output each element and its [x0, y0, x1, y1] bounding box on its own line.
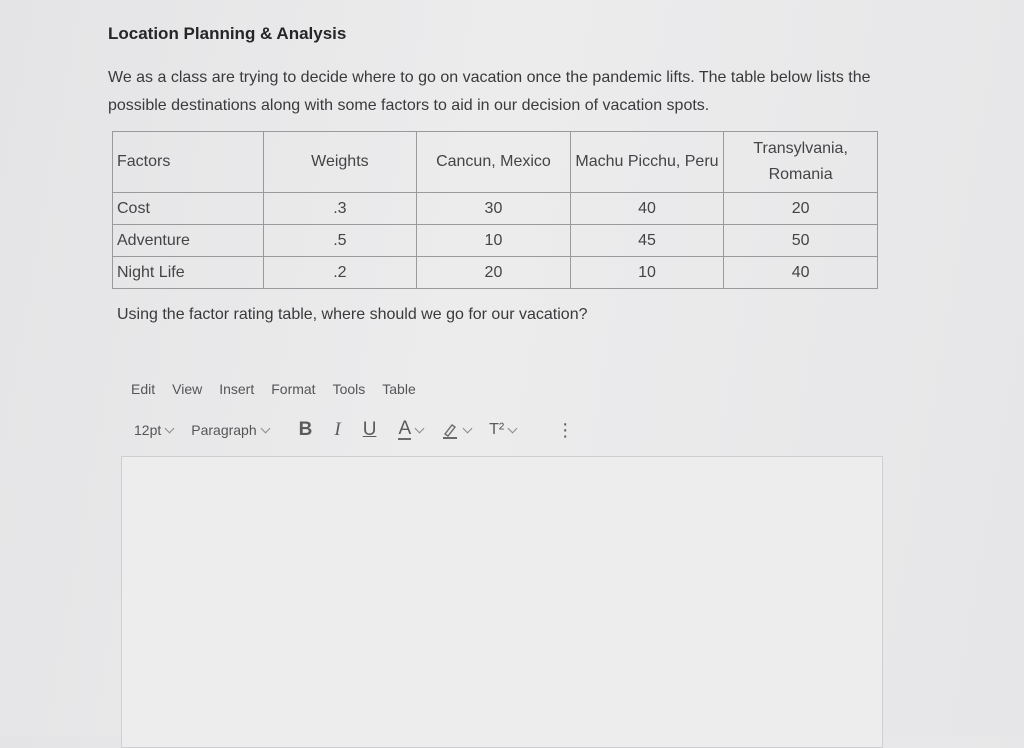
table-row [113, 257, 878, 289]
factor-rating-table [112, 131, 878, 289]
header-weights: Weights [263, 132, 417, 193]
table-cell: Night Life [113, 257, 264, 289]
menu-edit[interactable]: Edit [131, 381, 156, 397]
chevron-down-icon [415, 423, 425, 433]
font-size-value: 12pt [134, 422, 162, 438]
question-text: Using the factor rating table, where should we go for our vacation? [117, 306, 588, 323]
table-cell: 20 [724, 193, 878, 225]
table-row [113, 225, 878, 257]
page-title: Location Planning & Analysis [108, 24, 347, 43]
editor-toolbar [134, 418, 574, 442]
chevron-down-icon [508, 423, 518, 433]
superscript-label: T² [489, 421, 505, 438]
menu-format[interactable]: Format [271, 381, 316, 397]
chevron-down-icon [165, 423, 175, 433]
table-cell: 30 [417, 193, 571, 225]
menu-view[interactable]: View [172, 381, 203, 397]
editor-menubar [131, 381, 416, 397]
more-options-button[interactable]: ⋮ [556, 419, 575, 440]
table-header-row [113, 132, 878, 193]
table-cell: 10 [570, 257, 724, 289]
chevron-down-icon [260, 423, 270, 433]
paragraph-value: Paragraph [191, 422, 257, 438]
font-size-select[interactable] [134, 422, 173, 438]
answer-editor[interactable] [121, 456, 883, 748]
table-cell: Adventure [113, 225, 264, 257]
highlight-button[interactable] [441, 421, 471, 439]
table-cell: 45 [570, 225, 724, 257]
table-cell: .5 [263, 225, 417, 257]
underline-button[interactable]: U [362, 419, 377, 440]
header-transylvania: Transylvania, Romania [724, 132, 878, 193]
table-cell: .3 [263, 193, 417, 225]
header-factors: Factors [113, 132, 264, 193]
header-cancun: Cancun, Mexico [417, 132, 571, 193]
table-cell: 50 [724, 225, 878, 257]
menu-insert[interactable]: Insert [219, 381, 255, 397]
menu-table[interactable]: Table [382, 381, 416, 397]
bold-button[interactable]: B [298, 419, 313, 440]
table-cell: Cost [113, 193, 264, 225]
highlighter-icon [441, 421, 459, 439]
text-color-button[interactable] [398, 420, 423, 440]
header-machu-picchu: Machu Picchu, Peru [570, 132, 724, 193]
text-color-label: A [398, 418, 412, 439]
intro-text: We as a class are trying to decide where to go on vacation once the pandemic lifts. The table below lists the possible destinations along with some factors to aid in our decision of vacation spots. [108, 69, 871, 114]
superscript-button[interactable] [489, 421, 516, 439]
table-cell: 20 [417, 257, 571, 289]
table-cell: .2 [263, 257, 417, 289]
table-cell: 40 [724, 257, 878, 289]
chevron-down-icon [463, 423, 473, 433]
table-row [113, 193, 878, 225]
table-cell: 40 [570, 193, 724, 225]
italic-button[interactable]: I [334, 419, 341, 440]
menu-tools[interactable]: Tools [332, 381, 366, 397]
table-cell: 10 [417, 225, 571, 257]
paragraph-select[interactable] [191, 422, 268, 438]
